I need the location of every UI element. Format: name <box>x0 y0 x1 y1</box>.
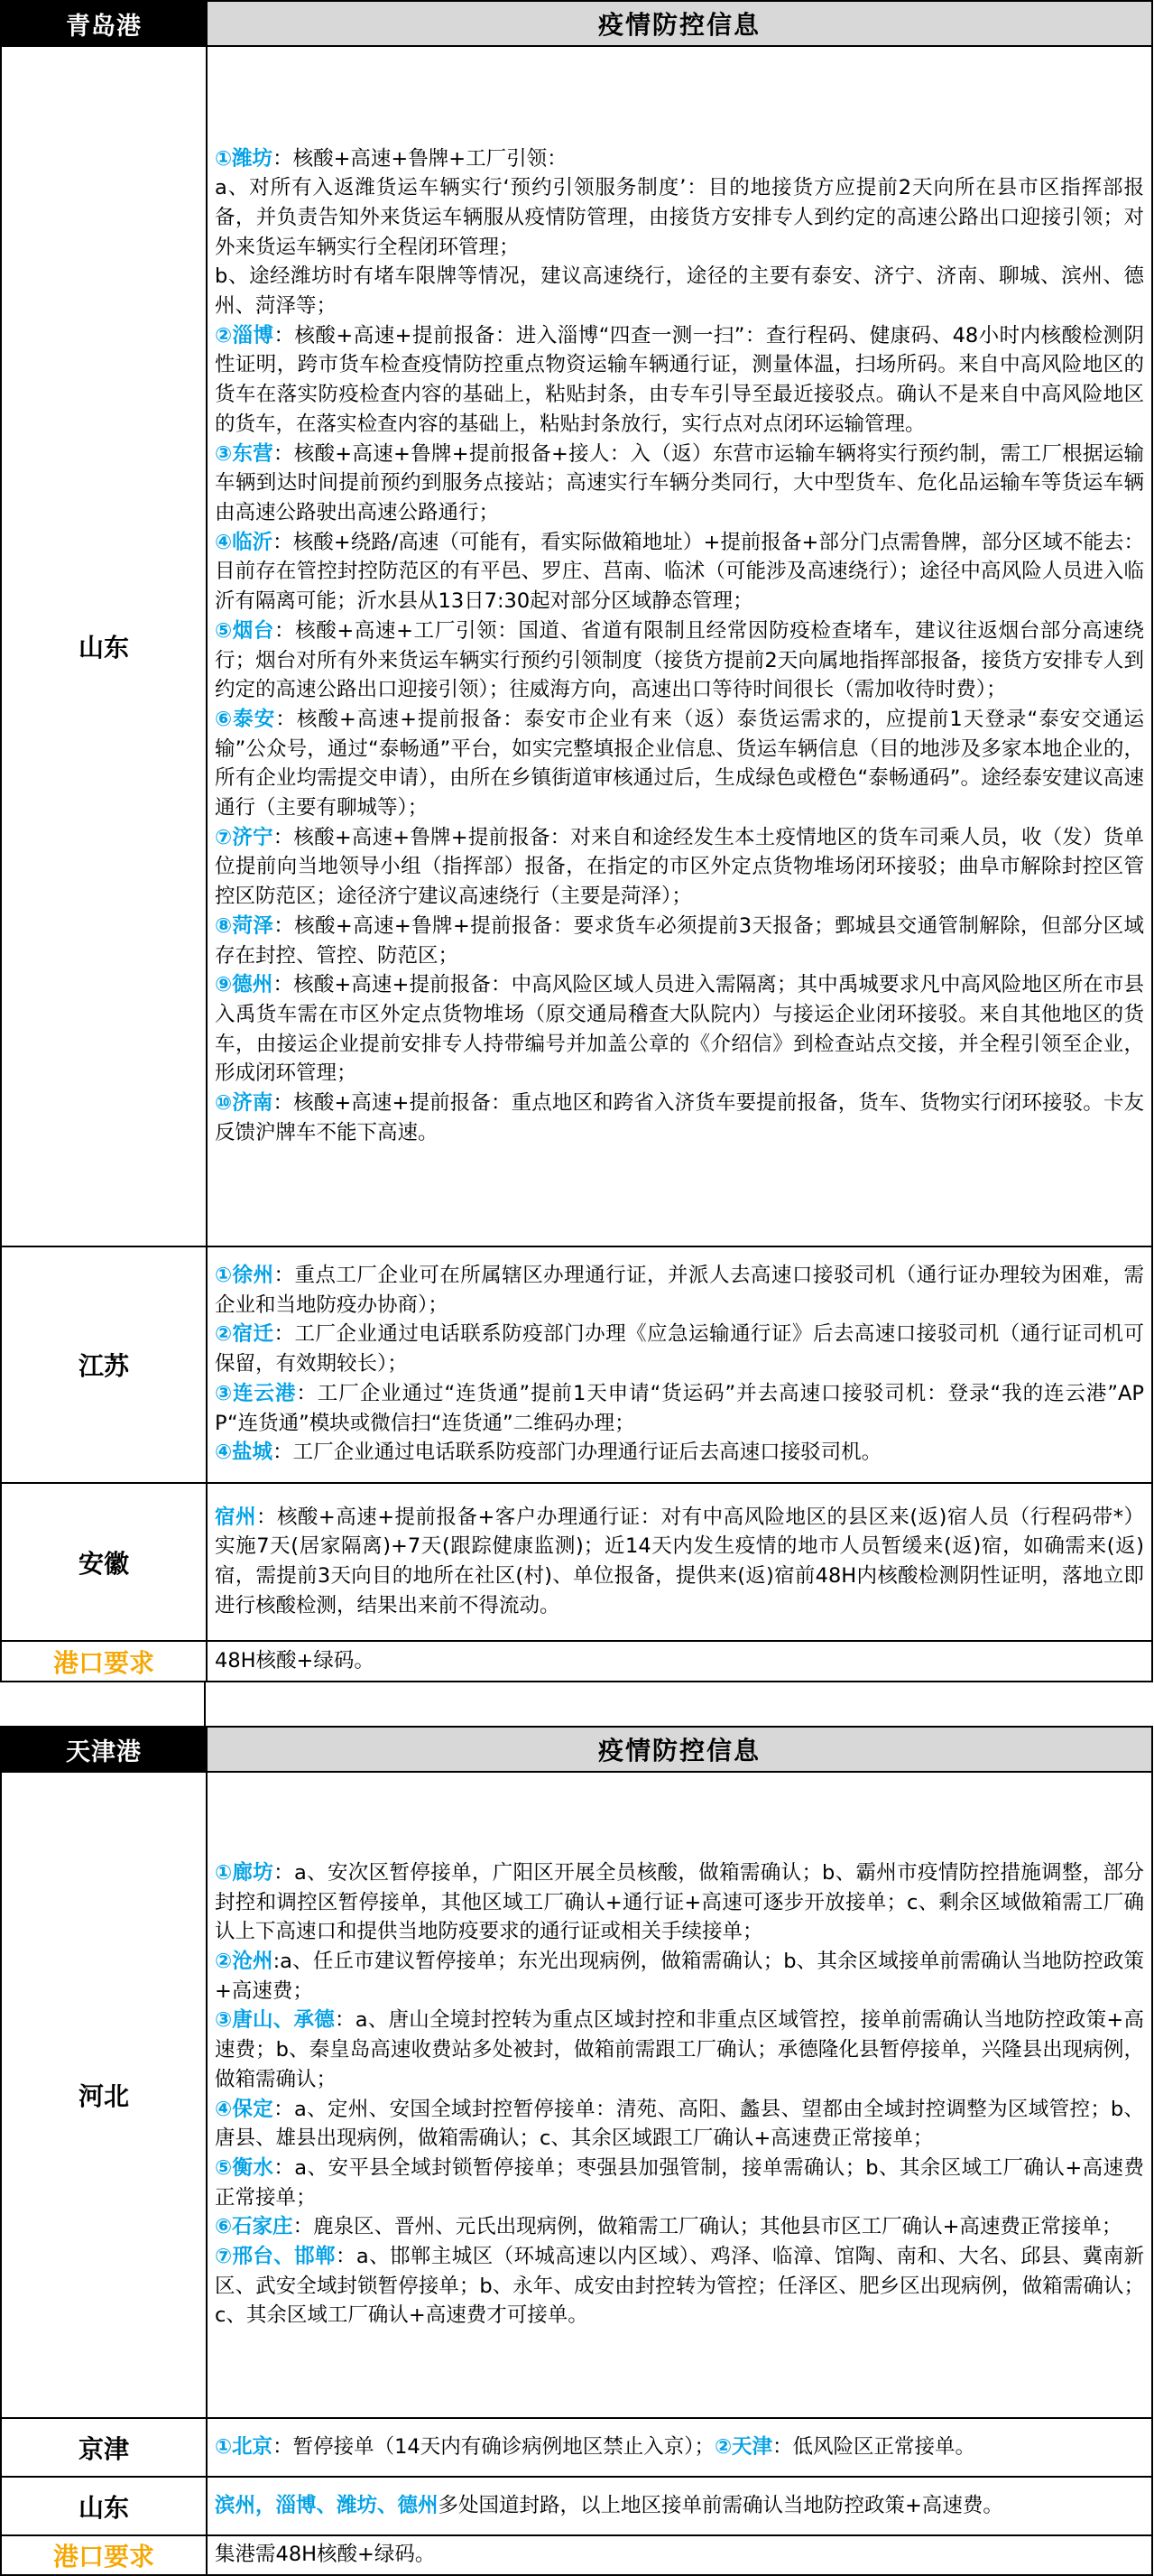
region-row-shandong-tianjin <box>1 2477 1152 2535</box>
region-row-anhui <box>1 1483 1152 1641</box>
list-item <box>215 616 1144 705</box>
item-text: ：核酸+高速+工厂引领：国道、省道有限制且经常因防疫检查堵车，建议往返烟台部分高速绕行；烟台对所有外来货运车辆实行预约引领制度（接货方提前2天向属地指挥部报备，接货方安排专人到约定的高速公路出口迎接引领）；往威海方向，高速出口等待时间很长（需加收待时费）； <box>215 618 1144 702</box>
item-text: ：a、安平县全域封锁暂停接单；枣强县加强管制，接单需确认；b、其余区域工厂确认+高速费正常接单； <box>215 2155 1144 2210</box>
item-text: ：a、定州、安国全域封控暂停接单：清苑、高阳、蠡县、望都由全域封控调整为区域管控；b、唐县、雄县出现病例，做箱需确认；c、其余区域跟工厂确认+高速费正常接单； <box>215 2097 1144 2151</box>
region-label-shandong: 山东 <box>1 46 207 1246</box>
list-item <box>215 1438 1144 1468</box>
region-label-shandong: 山东 <box>1 2477 207 2535</box>
item-text: ：核酸+高速+提前报备+客户办理通行证：对有中高风险地区的县区来(返)宿人员（行程码带*）实施7天(居家隔离)+7天(跟踪健康监测)；近14天内发生疫情的地市人员暂缓来(返)宿，如确需来(返)宿，需提前3天向目的地所在社区(村)、单位报备，提供来(返)宿前48H内核酸检测阴性证明，落地立即进行核酸检测，结果出来前不得流动。 <box>215 1505 1144 1617</box>
city-name: ④盐城 <box>215 1441 273 1465</box>
city-name: ⑩济南 <box>215 1091 273 1116</box>
item-text: ：核酸+高速+鲁牌+提前报备+接人：入（返）东营市运输车辆将实行预约制，需工厂根据运输车辆到达时间提前预约到服务点接站；高速实行车辆分类同行，大中型货车、危化品运输车等货运车辆由高速公路驶出高速公路通行； <box>215 441 1144 524</box>
list-item <box>215 1947 1144 2006</box>
tianjin-table <box>0 1726 1153 2576</box>
item-text: ：核酸+高速+提前报备：泰安市企业有来（返）泰货运需求的，应提前1天登录“泰安交通运输”公众号，通过“泰畅通”平台，如实完整填报企业信息、货运车辆信息（目的地涉及多家本地企业的，所有企业均需提交申请），由所在乡镇街道审核通过后，生成绿色或橙色“泰畅通码”。途经泰安建议高速通行（主要有聊城等）； <box>215 707 1144 820</box>
list-item <box>215 2095 1144 2154</box>
header-epidemic-info: 疫情防控信息 <box>207 1727 1152 1772</box>
list-item <box>215 1503 1144 1621</box>
region-body-hebei <box>207 1772 1152 2418</box>
city-name: ④保定 <box>215 2097 274 2121</box>
list-item <box>215 705 1144 823</box>
region-row-jingjin <box>1 2418 1152 2477</box>
region-label-anhui: 安徽 <box>1 1483 207 1641</box>
tianjin-header-row <box>1 1727 1152 1772</box>
city-name: ③东营 <box>215 441 273 466</box>
item-text: ：工厂企业通过电话联系防疫部门办理通行证后去高速口接驳司机。 <box>272 1441 882 1465</box>
list-item <box>215 262 1144 320</box>
city-name: ⑥泰安 <box>215 707 276 731</box>
city-name: ⑨德州 <box>215 973 273 997</box>
port-label-tianjin: 天津港 <box>1 1727 207 1772</box>
list-item <box>215 1320 1144 1378</box>
list-item <box>215 528 1144 616</box>
list-item <box>215 2242 1144 2330</box>
city-name: ⑥石家庄 <box>215 2215 293 2239</box>
city-name: ③唐山、承德 <box>215 2008 335 2033</box>
item-text: ：核酸+高速+鲁牌+提前报备：对来自和途经发生本土疫情地区的货车司乘人员，收（发）货单位提前向当地领导小组（指挥部）报备，在指定的市区外定点货物堆场闭环接驳；曲阜市解除封控区管控区防范区；途径济宁建议高速绕行（主要是菏泽）； <box>215 825 1144 909</box>
port-requirement-text: 集港需48H核酸+绿码。 <box>207 2535 1152 2575</box>
city-name: ①北京 <box>215 2434 273 2459</box>
item-text: ：工厂企业通过电话联系防疫部门办理《应急运输通行证》后去高速口接驳司机（通行证司机可保留，有效期较长）； <box>215 1322 1144 1376</box>
item-text: ：工厂企业通过“连货通”提前1天申请“货运码”并去高速口接驳司机：登录“我的连云港”APP“连货通”模块或微信扫“连货通”二维码办理； <box>215 1381 1144 1435</box>
item-text: ：核酸+高速+提前报备：中高风险区域人员进入需隔离；其中禹城要求凡中高风险地区所在市县入禹货车需在市区外定点货物堆场（原交通局稽查大队院内）与接运企业闭环接驳。来自其他地区的货车，由接运企业提前安排专人持带编号并加盖公章的《介绍信》到检查站点交接，并全程引领至企业，形成闭环管理； <box>215 973 1144 1086</box>
port-label-qingdao: 青岛港 <box>1 1 207 46</box>
list-item <box>215 1261 1144 1320</box>
region-body-jingjin <box>207 2418 1152 2477</box>
city-name: ①廊坊 <box>215 1860 274 1885</box>
list-item <box>215 321 1144 440</box>
item-text: :a、任丘市建议暂停接单；东光出现病例，做箱需确认；b、其余区域接单前需确认当地防控政策+高速费； <box>215 1949 1144 2003</box>
list-item <box>215 144 1144 174</box>
city-name: ⑧菏泽 <box>215 913 274 938</box>
city-name: ⑦邢台、邯郸 <box>215 2245 337 2269</box>
spacer-divider <box>0 1681 206 1726</box>
item-text: ：a、安次区暂停接单，广阳区开展全员核酸，做箱需确认；b、霸州市疫情防控措施调整，部分封控和调控区暂停接单，其他区域工厂确认+通行证+高速可逐步开放接单；c、剩余区域做箱需工厂确认上下高速口和提供当地防疫要求的通行证或相关手续接单； <box>215 1860 1144 1944</box>
port-requirement-label: 港口要求 <box>1 2535 207 2575</box>
region-row-hebei <box>1 1772 1152 2418</box>
item-text: ：核酸+绕路/高速（可能有，看实际做箱地址）+提前报备+部分门点需鲁牌，部分区域不能去：目前存在管控封控防范区的有平邑、罗庄、莒南、临沭（可能涉及高速绕行）；途径中高风险人员进入临沂有隔离可能；沂水县从13日7:30起对部分区域静态管理； <box>215 530 1144 614</box>
city-name: ②沧州 <box>215 1949 273 1973</box>
region-body-anhui <box>207 1483 1152 1641</box>
item-text: ：a、唐山全境封控转为重点区域封控和非重点区域管控，接单前需确认当地防控政策+高速费；b、秦皇岛高速收费站多处被封，做箱前需跟工厂确认；承德隆化县暂停接单，兴隆县出现病例，做箱需确认； <box>215 2008 1144 2091</box>
region-body-shandong <box>207 2477 1152 2535</box>
city-name: ①徐州 <box>215 1264 274 1288</box>
city-name: 宿州 <box>215 1505 256 1529</box>
item-text: 多处国道封路，以上地区接单前需确认当地防控政策+高速费。 <box>438 2493 1003 2517</box>
city-name: ②淄博 <box>215 323 274 347</box>
list-item <box>215 173 1144 262</box>
list-item <box>215 2006 1144 2094</box>
region-label-hebei: 河北 <box>1 1772 207 2418</box>
region-row-shandong <box>1 46 1152 1246</box>
port-requirement-label: 港口要求 <box>1 1641 207 1682</box>
city-name: ③连云港 <box>215 1381 297 1405</box>
item-text: ：a、邯郸主城区（环城高速以内区域）、鸡泽、临漳、馆陶、南和、大名、邱县、冀南新区、武安全域封锁暂停接单；b、永年、成安由封控转为管控；任泽区、肥乡区出现病例，做箱需确认；c、其余区域工厂确认+高速费才可接单。 <box>215 2245 1144 2328</box>
item-text: ：核酸+高速+提前报备：重点地区和跨省入济货车要提前报备，货车、货物实行闭环接驳。卡友反馈沪牌车不能下高速。 <box>215 1091 1144 1144</box>
region-label-jiangsu: 江苏 <box>1 1246 207 1483</box>
city-name: ②天津 <box>714 2434 773 2459</box>
item-text: ：重点工厂企业可在所属辖区办理通行证，并派人去高速口接驳司机（通行证办理较为困难，需企业和当地防疫办协商）； <box>215 1264 1144 1317</box>
list-item <box>215 2212 1144 2242</box>
item-text: ：低风险区正常接单。 <box>772 2434 976 2459</box>
list-item <box>215 2154 1144 2212</box>
city-name: ②宿迁 <box>215 1322 274 1347</box>
list-item <box>215 1379 1144 1438</box>
port-requirement-text: 48H核酸+绿码。 <box>207 1641 1152 1682</box>
list-item <box>215 970 1144 1089</box>
item-text: ：核酸+高速+提前报备：进入淄博“四查一测一扫”：查行程码、健康码、48小时内核酸检测阴性证明，跨市货车检查疫情防控重点物资运输车辆通行证，测量体温，扫场所码。来自中高风险地区的货车在落实防疫检查内容的基础上，粘贴封条，由专车引导至最近接驳点。确认不是来自中高风险地区的货车，在落实检查内容的基础上，粘贴封条放行，实行点对点闭环运输管理。 <box>215 323 1144 436</box>
region-row-jiangsu <box>1 1246 1152 1483</box>
list-item <box>215 440 1144 528</box>
city-name: ⑤衡水 <box>215 2155 274 2180</box>
city-name: 滨州，淄博、潍坊、德州 <box>215 2493 439 2517</box>
item-text: ：鹿泉区、晋州、元氏出现病例，做箱需工厂确认；其他县市区工厂确认+高速费正常接单； <box>292 2215 1122 2239</box>
region-label-jingjin: 京津 <box>1 2418 207 2477</box>
city-name: ①潍坊 <box>215 146 273 171</box>
item-text: ：核酸+高速+鲁牌+提前报备：要求货车必须提前3天报备；鄄城县交通管制解除，但部分区域存在封控、管控、防范区； <box>215 913 1145 968</box>
list-item <box>215 1089 1144 1147</box>
port-requirement-row-qingdao <box>1 1641 1152 1682</box>
city-name: ⑦济宁 <box>215 825 273 849</box>
header-epidemic-info: 疫情防控信息 <box>207 1 1152 46</box>
region-body-shandong <box>207 46 1152 1246</box>
qingdao-header-row <box>1 1 1152 46</box>
item-text: a、对所有入返潍货运车辆实行‘预约引领服务制度’：目的地接货方应提前2天向所在县市区指挥部报备，并负责告知外来货运车辆服从疫情防管理，由接货方安排专人到约定的高速公路出口迎接引领；对外来货运车辆实行全程闭环管理； <box>215 176 1144 259</box>
port-requirement-row-tianjin <box>1 2535 1152 2575</box>
item-text: ：核酸+高速+鲁牌+工厂引领： <box>272 146 568 171</box>
item-text: b、途经潍坊时有堵车限牌等情况，建议高速绕行，途径的主要有泰安、济宁、济南、聊城、滨州、德州、菏泽等； <box>215 264 1144 319</box>
list-item <box>215 1858 1144 1947</box>
city-name: ④临沂 <box>215 530 273 554</box>
table-spacer <box>0 1681 1151 1726</box>
region-body-jiangsu <box>207 1246 1152 1483</box>
list-item <box>215 823 1144 912</box>
city-name: ⑤烟台 <box>215 618 274 643</box>
list-item <box>215 912 1144 970</box>
item-text: ：暂停接单（14天内有确诊病例地区禁止入京）； <box>272 2434 715 2459</box>
